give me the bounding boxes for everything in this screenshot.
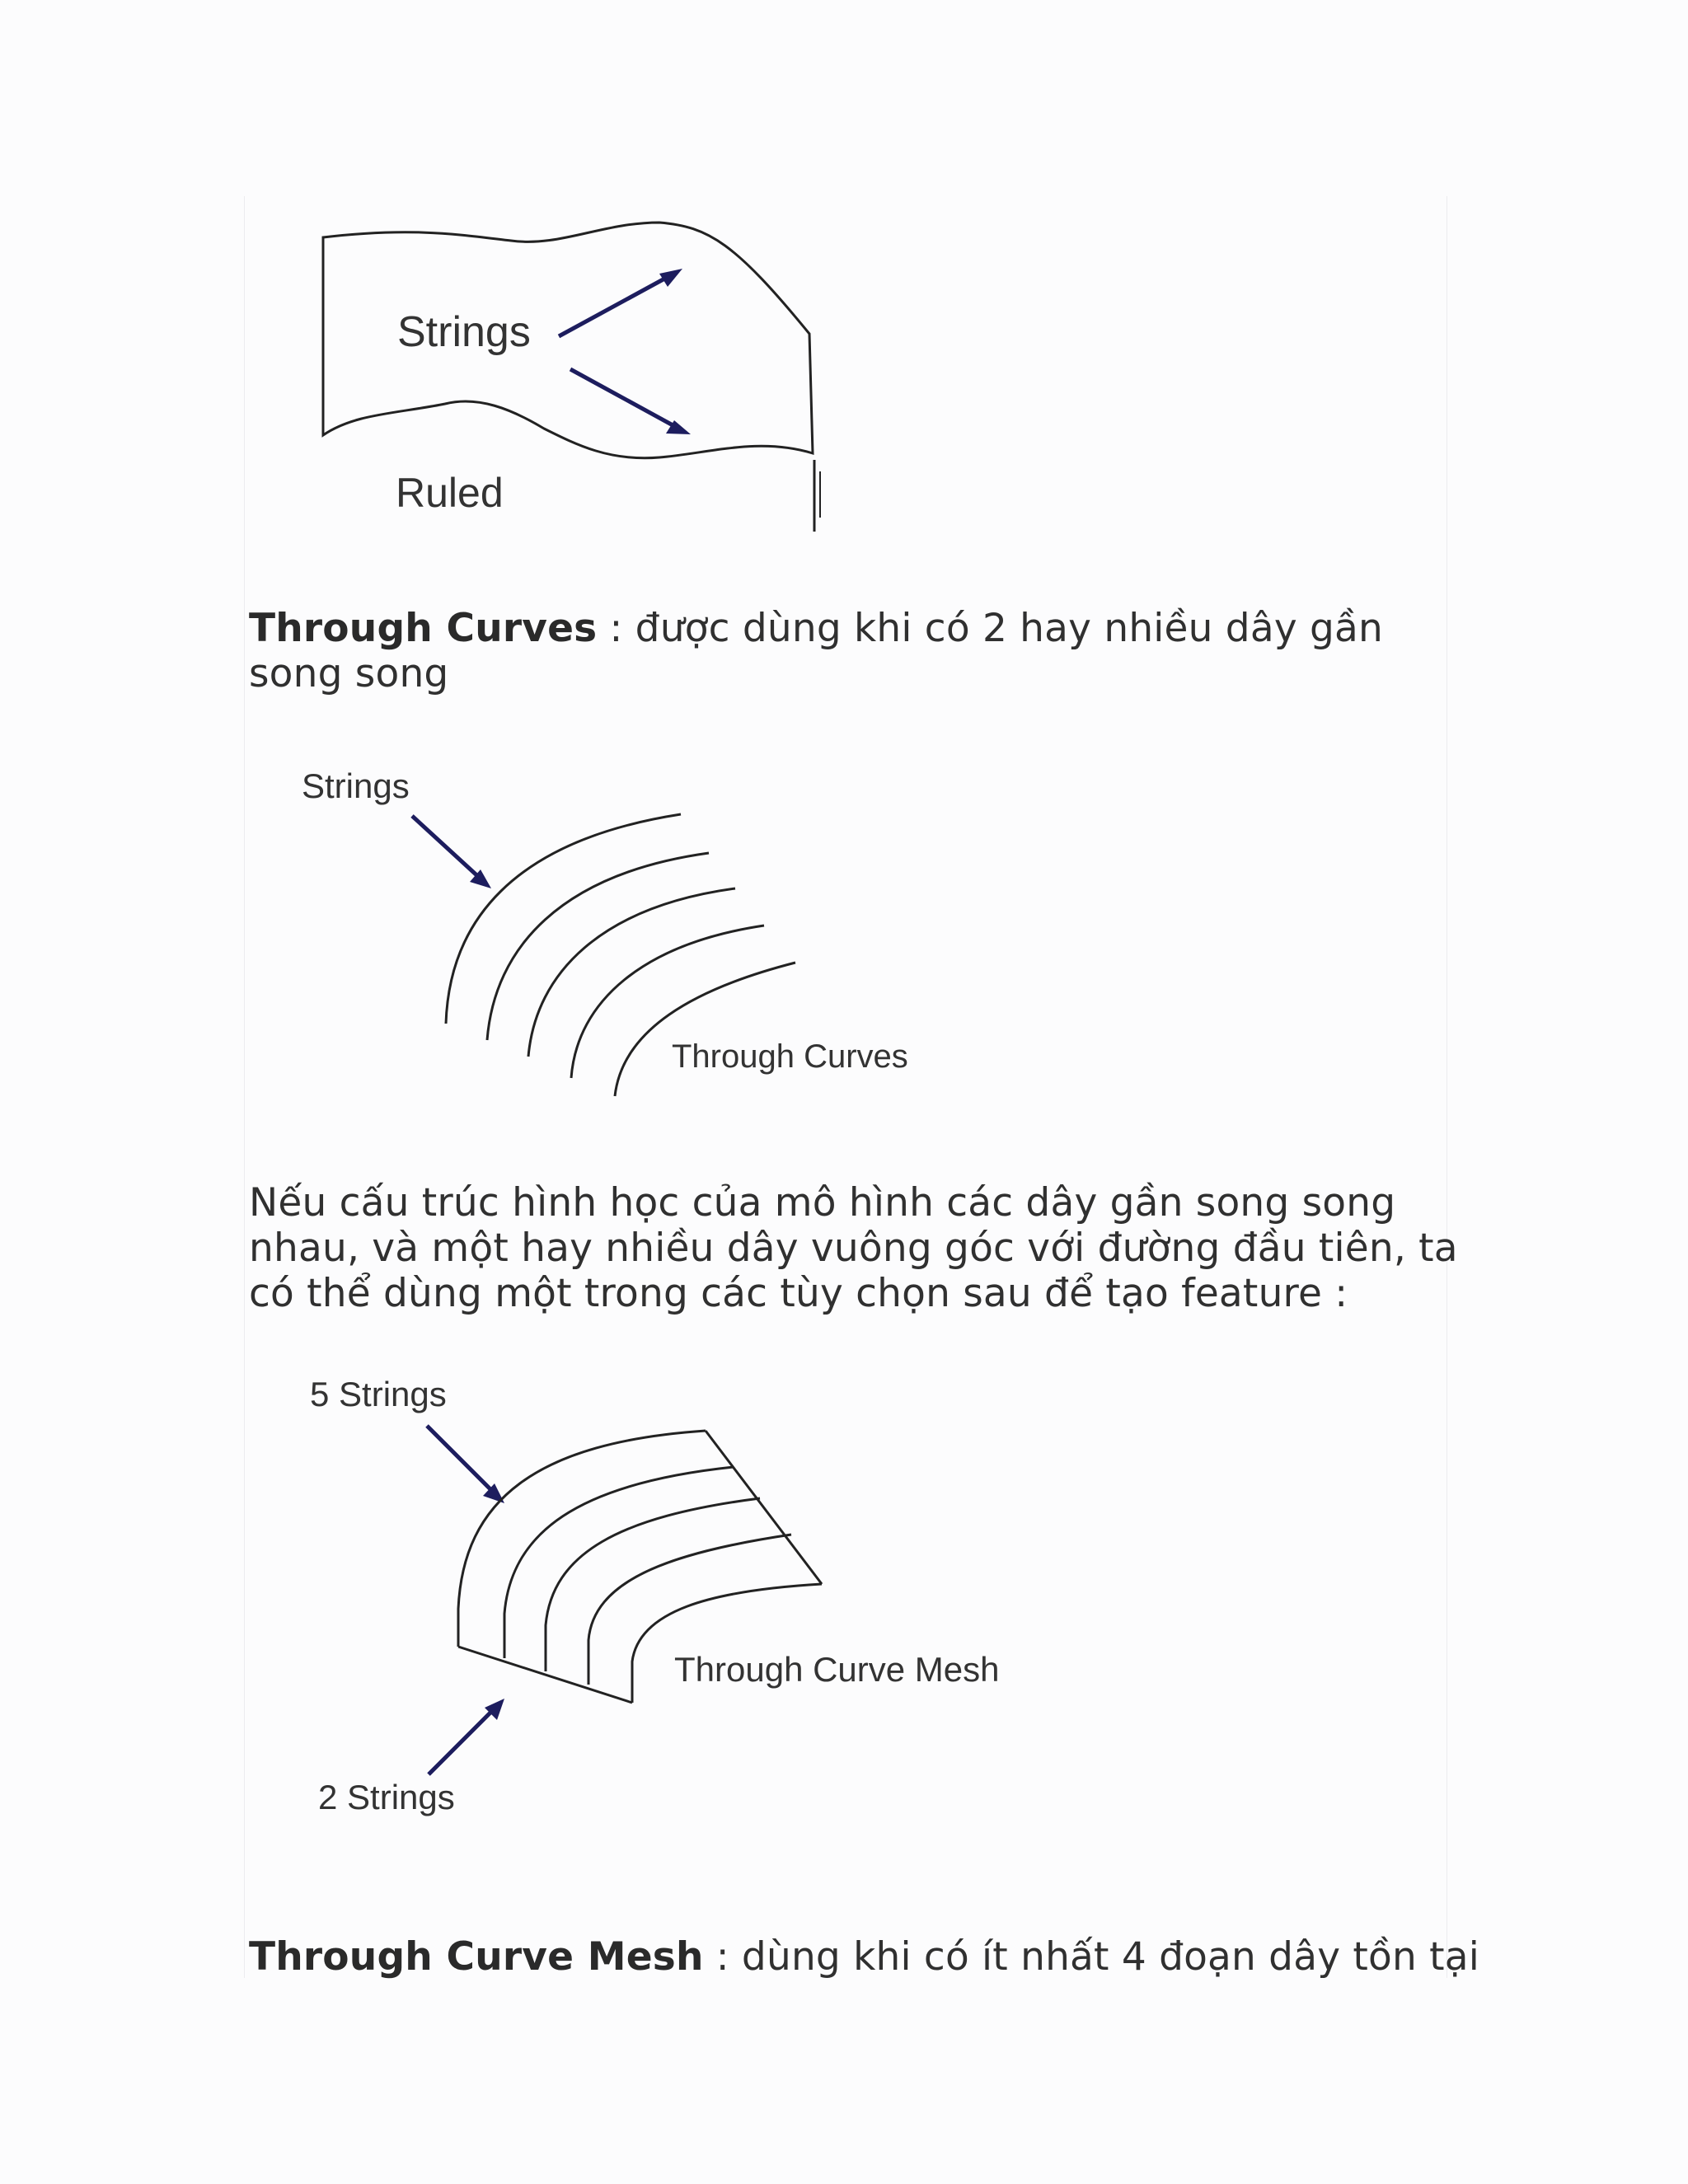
through-curves-caption: Through Curves [672, 1038, 908, 1075]
mesh-arc-3 [546, 1498, 760, 1671]
curve-string-5 [615, 963, 795, 1096]
ruled-arrow-upper-head [659, 269, 682, 287]
through-curve-mesh-paragraph [249, 1934, 1479, 1980]
ruled-strings-label: Strings [397, 308, 531, 356]
curve-string-2 [487, 853, 709, 1040]
curve-mesh-figure [247, 1352, 1030, 1846]
curve-string-1 [446, 814, 681, 1024]
mesh-caption: Through Curve Mesh [674, 1650, 1000, 1689]
mesh-top-edge [706, 1431, 822, 1584]
intro-mesh-line-3: có thể dùng một trong các tùy chọn sau để tạo feature : [249, 1271, 1348, 1316]
through-curves-figure [247, 742, 948, 1104]
through-curves-arrow [412, 816, 482, 880]
through-curves-line-2: song song [249, 651, 449, 696]
through-curve-mesh-line-1: : dùng khi có ít nhất 4 đoạn dây tồn tại [703, 1934, 1479, 1980]
intro-mesh-line-2: nhau, và một hay nhiều dây vuông góc với đường đầu tiên, ta [249, 1226, 1458, 1271]
ruled-caption: Ruled [396, 470, 504, 516]
mesh-arc-2 [504, 1467, 734, 1658]
through-curves-line-1: : được dùng khi có 2 hay nhiều dây gần [597, 606, 1384, 651]
intro-mesh-paragraph [249, 1180, 1458, 1316]
mesh-five-strings-arrow [427, 1426, 495, 1493]
through-curves-term: Through Curves [249, 606, 598, 651]
through-curves-strings-label: Strings [302, 766, 410, 805]
ruled-figure [247, 198, 907, 544]
through-curve-mesh-term: Through Curve Mesh [249, 1934, 704, 1980]
intro-mesh-line-1: Nếu cấu trúc hình học của mô hình các dây gần song song [249, 1180, 1396, 1226]
curve-string-3 [528, 888, 735, 1057]
mesh-two-strings-label: 2 Strings [318, 1778, 455, 1816]
mesh-five-strings-label: 5 Strings [310, 1375, 447, 1413]
ruled-arrow-upper [559, 276, 669, 336]
mesh-two-strings-arrow [429, 1708, 495, 1774]
through-curves-paragraph [249, 606, 1383, 696]
ruled-arrow-lower [570, 369, 676, 427]
